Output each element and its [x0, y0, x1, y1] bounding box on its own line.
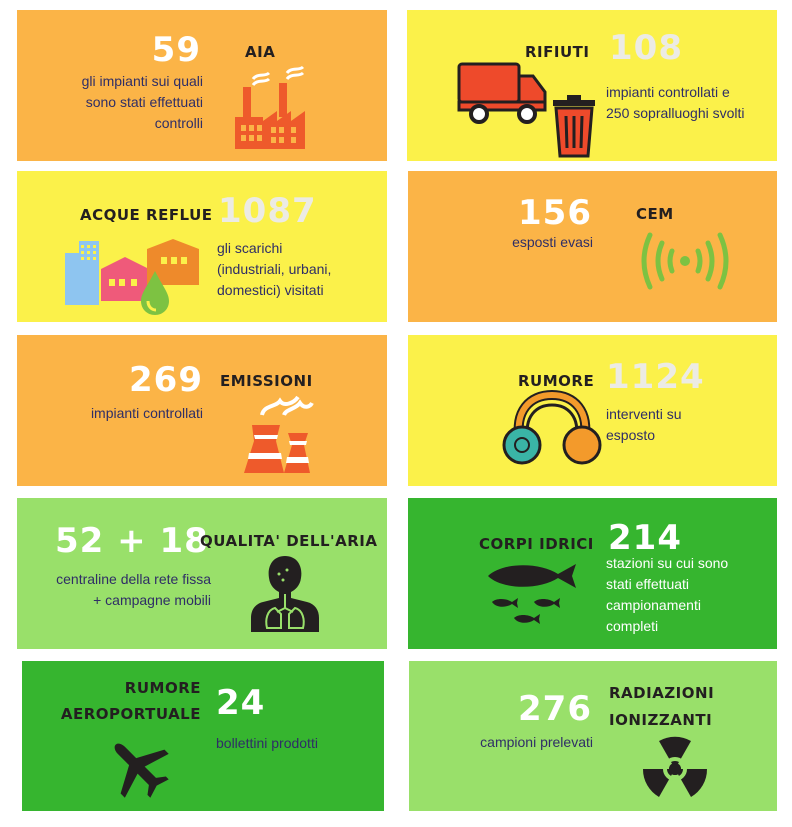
emissioni-number: 269 — [129, 360, 203, 400]
wireless-signal-icon — [630, 231, 740, 291]
emissioni-desc — [91, 403, 203, 424]
radiazioni-desc-line: campioni prelevati — [480, 734, 593, 750]
truck-bin-icon — [455, 62, 605, 157]
aero-title-line1: RUMORE — [124, 679, 201, 697]
factory-icon — [231, 65, 311, 155]
cem-desc — [512, 232, 593, 253]
card-rifiuti — [407, 10, 777, 161]
card-rumore — [408, 335, 777, 486]
headphones-icon — [500, 391, 600, 471]
corpi-desc-line: completi — [606, 618, 659, 634]
aia-desc-line: gli impianti sui quali — [81, 73, 203, 89]
rumore-number: 1124 — [606, 357, 705, 397]
acque-desc-line: gli scarichi — [217, 240, 283, 256]
acque-desc-line: domestici) visitati — [217, 282, 324, 298]
acque-title: ACQUE REFLUE — [80, 206, 213, 224]
rumore-desc-line: interventi su — [606, 406, 682, 422]
rifiuti-number: 108 — [609, 28, 683, 68]
aria-desc — [56, 569, 211, 611]
corpi-desc-line: campionamenti — [606, 597, 701, 613]
card-emissioni — [17, 335, 387, 486]
corpi-desc-line: stati effettuati — [606, 576, 690, 592]
aria-desc-line: centraline della rete fissa — [56, 571, 211, 587]
aero-number: 24 — [216, 683, 266, 723]
rumore-desc-line: esposto — [606, 427, 656, 443]
aero-title-line2: AEROPORTUALE — [60, 705, 201, 723]
card-acque-reflue — [17, 171, 387, 322]
emissioni-title: EMISSIONI — [220, 372, 313, 390]
card-qualita-aria — [17, 498, 387, 649]
radiation-icon — [640, 733, 710, 803]
radiazioni-title-line2: IONIZZANTI — [609, 711, 713, 729]
corpi-desc-line: stazioni su cui sono — [606, 555, 729, 571]
aero-desc — [216, 733, 318, 754]
airplane-icon — [104, 733, 174, 803]
acque-desc-line: (industriali, urbani, — [217, 261, 332, 277]
corpi-desc — [606, 553, 728, 637]
fish-icon — [484, 560, 584, 630]
corpi-title: CORPI IDRICI — [479, 535, 594, 553]
radiazioni-title-line1: RADIAZIONI — [609, 684, 715, 702]
aia-desc — [82, 71, 203, 134]
rifiuti-desc — [606, 82, 745, 124]
aia-desc-line: controlli — [154, 115, 203, 131]
aia-number: 59 — [151, 30, 201, 70]
card-corpi-idrici — [408, 498, 777, 649]
rumore-desc — [606, 404, 681, 446]
card-rumore-aeroportuale — [22, 661, 384, 811]
card-radiazioni-ionizzanti — [409, 661, 777, 811]
aria-desc-line: + campagne mobili — [93, 592, 211, 608]
corpi-number: 214 — [608, 518, 682, 558]
aero-desc-line: bollettini prodotti — [216, 735, 318, 751]
rumore-title: RUMORE — [518, 372, 595, 390]
cem-desc-line: esposti evasi — [512, 234, 593, 250]
aria-number: 52 + 18 — [55, 521, 209, 561]
emissioni-desc-line: impianti controllati — [90, 405, 203, 421]
rifiuti-desc-line: 250 sopralluoghi svolti — [606, 105, 745, 121]
aia-desc-line: sono stati effettuati — [85, 94, 203, 110]
rifiuti-desc-line: impianti controllati e — [606, 84, 730, 100]
radiazioni-desc — [480, 732, 593, 753]
lungs-person-icon — [249, 554, 321, 634]
aria-title: QUALITA' DELL'ARIA — [200, 532, 378, 550]
rifiuti-title: RIFIUTI — [525, 43, 590, 61]
cem-title: CEM — [636, 205, 674, 223]
radiazioni-number: 276 — [518, 689, 592, 729]
cooling-towers-icon — [240, 397, 320, 477]
aia-title: AIA — [245, 43, 276, 61]
card-aia — [17, 10, 387, 161]
card-cem — [408, 171, 777, 322]
cem-number: 156 — [518, 193, 592, 233]
acque-number: 1087 — [218, 191, 317, 231]
acque-desc — [217, 238, 331, 301]
buildings-drop-icon — [61, 235, 211, 315]
